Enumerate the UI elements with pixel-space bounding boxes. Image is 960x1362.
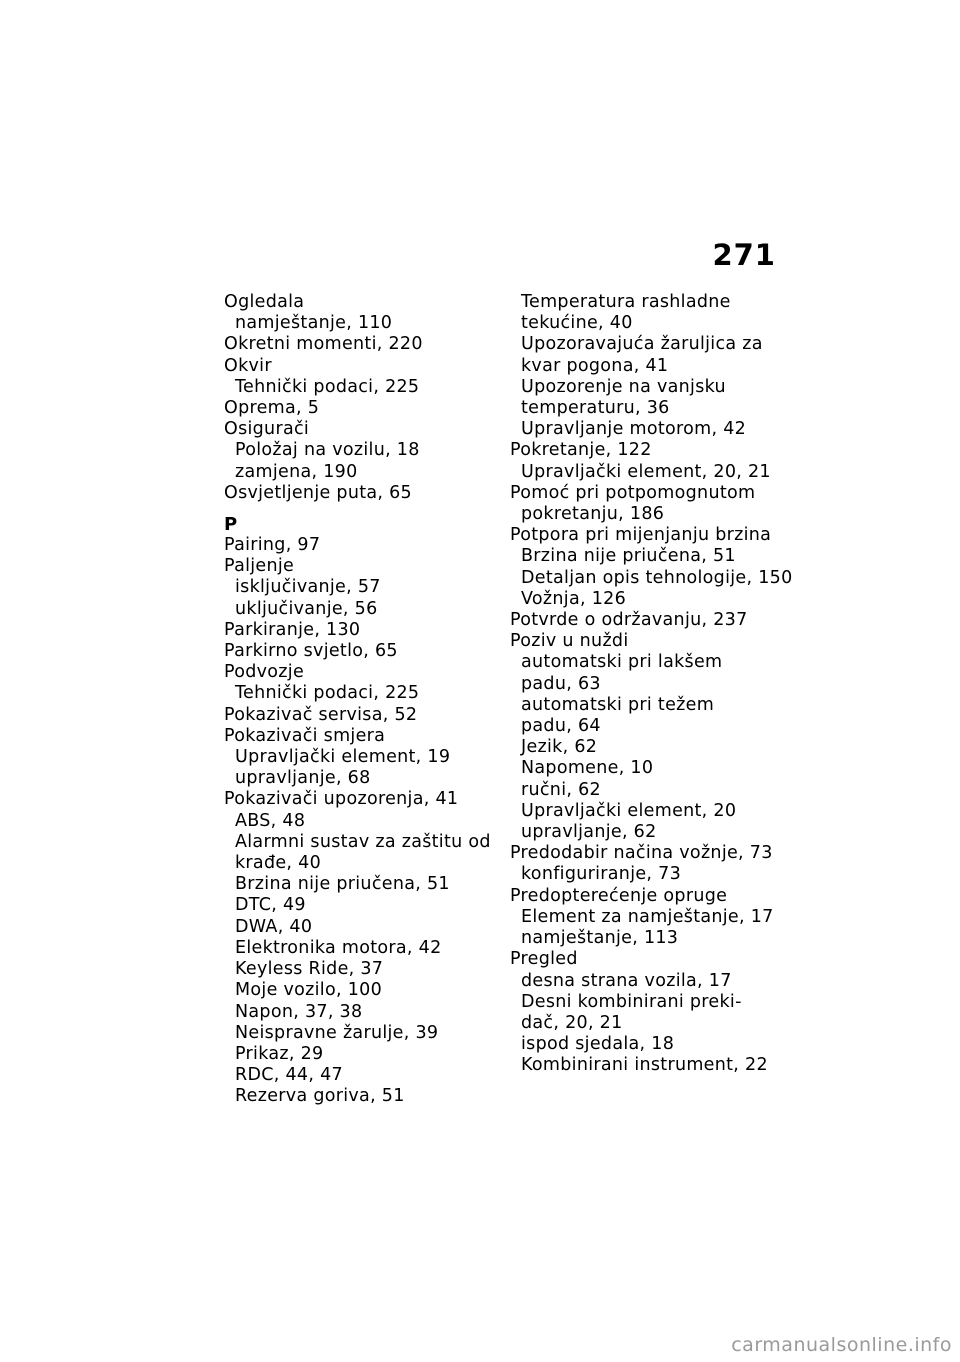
index-entry: Pokretanje, 122 [510, 440, 652, 461]
index-entry: Pregled [510, 949, 578, 970]
index-subentry: namještanje, 110 [235, 313, 393, 334]
index-subentry: Upravljački element, 20 [521, 800, 737, 821]
index-subentry: Tehnički podaci, 225 [235, 376, 420, 397]
index-subentry: Upravljački element, 20, 21 [521, 461, 771, 482]
index-subentry: namještanje, 113 [521, 928, 679, 949]
index-subentry: upravljanje, 62 [521, 822, 657, 843]
index-entry: Pairing, 97 [224, 535, 321, 556]
index-entry: Podvozje [224, 662, 305, 683]
index-subentry: kvar pogona, 41 [521, 355, 669, 376]
index-subentry: desna strana vozila, 17 [521, 970, 732, 991]
index-entry: Pomoć pri potpomognutom [510, 482, 756, 503]
index-entry: Pokazivači smjera [224, 725, 386, 746]
index-subentry: padu, 63 [521, 673, 601, 694]
index-subentry: Kombinirani instrument, 22 [521, 1055, 768, 1076]
index-subentry: Neispravne žarulje, 39 [235, 1022, 439, 1043]
index-subentry: Alarmni sustav za zaštitu od [235, 831, 491, 852]
index-subentry: Brzina nije priučena, 51 [521, 546, 736, 567]
index-subentry: DWA, 40 [235, 916, 313, 937]
index-subentry: Upozorenje na vanjsku [521, 376, 726, 397]
index-subentry: uključivanje, 56 [235, 598, 378, 619]
watermark: carmanualsonline.info [731, 1334, 952, 1356]
page-number: 271 [712, 238, 776, 272]
index-subentry: dač, 20, 21 [521, 1012, 623, 1033]
index-entry: Oprema, 5 [224, 398, 320, 419]
index-column-right [510, 292, 793, 1077]
index-subentry: Moje vozilo, 100 [235, 980, 383, 1001]
index-subentry: ispod sjedala, 18 [521, 1034, 675, 1055]
index-subentry: Položaj na vozilu, 18 [235, 440, 420, 461]
index-subentry: zamjena, 190 [235, 461, 358, 482]
index-subentry: ručni, 62 [521, 779, 601, 800]
index-subentry: ABS, 48 [235, 810, 306, 831]
index-subentry: upravljanje, 68 [235, 768, 371, 789]
index-entry: Parkirno svjetlo, 65 [224, 641, 398, 662]
index-subentry: temperaturu, 36 [521, 398, 670, 419]
index-entry: Osigurači [224, 419, 310, 440]
index-subentry: Vožnja, 126 [521, 588, 627, 609]
index-subentry: padu, 64 [521, 716, 601, 737]
index-entry: Pokazivač servisa, 52 [224, 704, 418, 725]
index-subentry: isključivanje, 57 [235, 577, 381, 598]
index-subentry: Jezik, 62 [521, 737, 598, 758]
index-subentry: automatski pri lakšem [521, 652, 723, 673]
index-subentry: Upozoravajuća žaruljica za [521, 334, 763, 355]
index-subentry: Napon, 37, 38 [235, 1001, 363, 1022]
index-subentry: Elektronika motora, 42 [235, 937, 442, 958]
index-subentry: DTC, 49 [235, 895, 306, 916]
index-subentry: Temperatura rashladne [521, 292, 731, 312]
index-subentry: Brzina nije priučena, 51 [235, 874, 450, 895]
index-subentry: pokretanju, 186 [521, 504, 665, 525]
index-subentry: krađe, 40 [235, 853, 322, 874]
index-subentry: RDC, 44, 47 [235, 1065, 343, 1086]
letter-heading: P [224, 514, 238, 536]
index-subentry: Tehnički podaci, 225 [235, 683, 420, 704]
index-subentry: Upravljački element, 19 [235, 747, 451, 768]
index-subentry: Prikaz, 29 [235, 1043, 324, 1064]
index-entry: Potvrde o održavanju, 237 [510, 610, 748, 631]
index-subentry: Napomene, 10 [521, 758, 654, 779]
index-entry: Predopterećenje opruge [510, 885, 728, 906]
index-subentry: Detaljan opis tehnologije, 150 [521, 567, 793, 588]
index-entry: Osvjetljenje puta, 65 [224, 482, 412, 503]
index-entry: Parkiranje, 130 [224, 619, 361, 640]
index-entry: Pokazivači upozorenja, 41 [224, 789, 459, 810]
index-subentry: automatski pri težem [521, 694, 715, 715]
index-subentry: tekućine, 40 [521, 313, 633, 334]
index-subentry: Keyless Ride, 37 [235, 959, 384, 980]
index-entry: Paljenje [224, 556, 295, 577]
index-entry: Potpora pri mijenjanju brzina [510, 525, 772, 546]
index-subentry: Desni kombinirani preki- [521, 991, 742, 1012]
index-subentry: Rezerva goriva, 51 [235, 1086, 405, 1107]
index-subentry: Upravljanje motorom, 42 [521, 419, 747, 440]
index-entry: Predodabir načina vožnje, 73 [510, 843, 773, 864]
index-entry: Okvir [224, 355, 272, 376]
index-entry: Ogledala [224, 292, 305, 312]
index-subentry: Element za namještanje, 17 [521, 906, 774, 927]
index-entry: Okretni momenti, 220 [224, 334, 423, 355]
index-subentry: konfiguriranje, 73 [521, 864, 682, 885]
index-column-left [224, 292, 514, 1108]
index-entry: Poziv u nuždi [510, 631, 629, 652]
